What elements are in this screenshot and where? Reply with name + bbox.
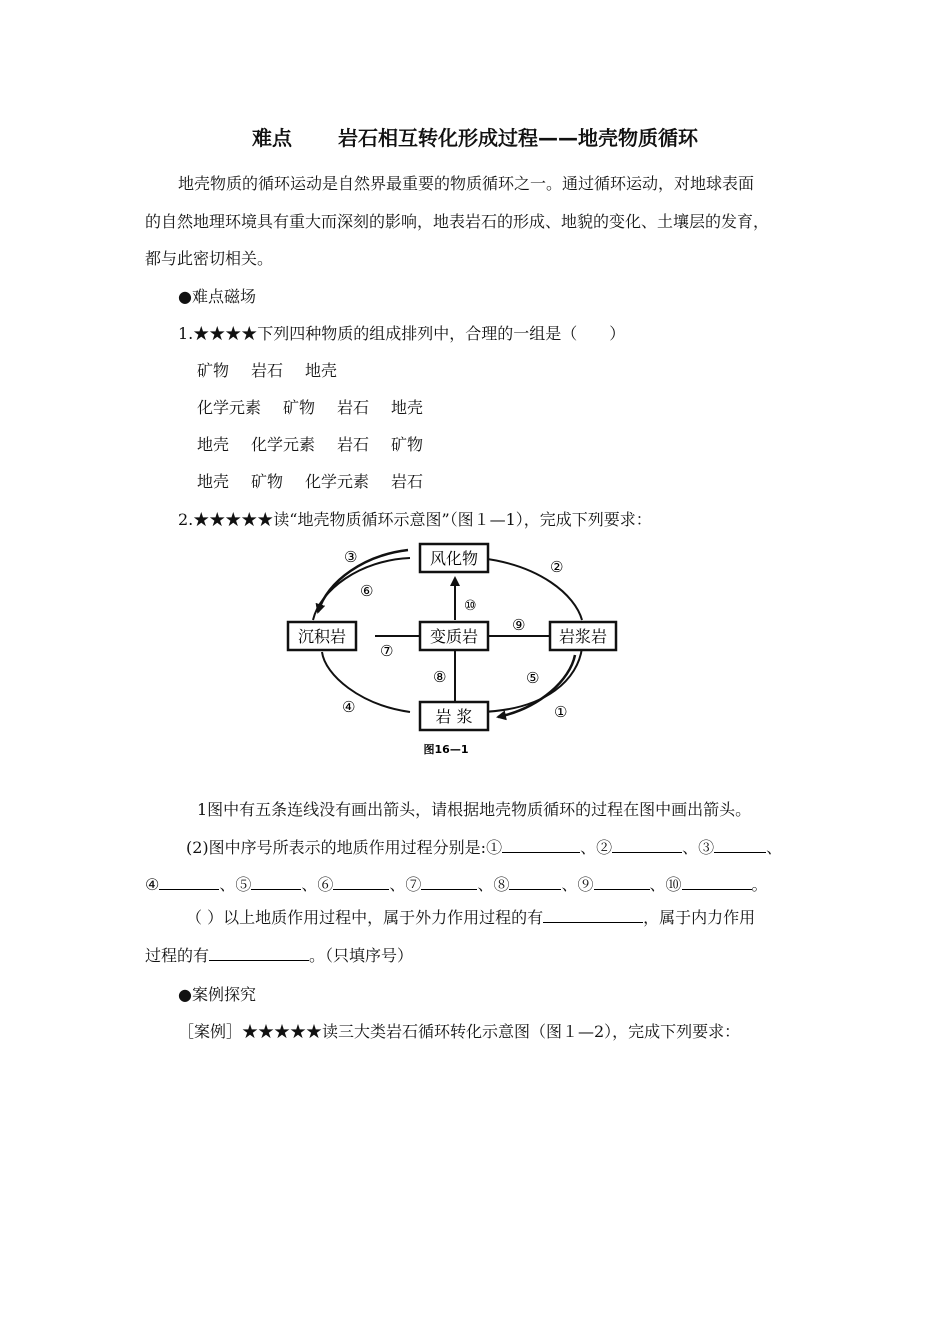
question-2-sub-3-line-1: （ ）以上地质作用过程中，属于外力作用过程的有 ，属于内力作用: [186, 908, 756, 927]
question-2-sub-2-line-1: (2)图中序号所表示的地质作用过程分别是:① 、② 、③ 、: [186, 838, 783, 857]
num-7: ⑦: [380, 642, 394, 660]
answer-blank-internal[interactable]: [209, 944, 309, 961]
num-1: ①: [554, 703, 568, 721]
question-1-option-c: 地壳 化学元素 岩石 矿物: [197, 435, 424, 454]
answer-blank-3[interactable]: [714, 836, 766, 853]
answer-blank-1[interactable]: [502, 836, 580, 853]
question-2-sub-2-line-2: ④ 、⑤ 、⑥ 、⑦ 、⑧ 、⑨ 、⑩ 。: [145, 875, 768, 894]
intro-line-1: 地壳物质的循环运动是自然界最重要的物质循环之一。通过循环运动，对地球表面: [178, 174, 755, 193]
intro-line-2: 的自然地理环境具有重大而深刻的影响，地表岩石的形成、地貌的变化、土壤层的发育，: [145, 212, 770, 231]
answer-blank-4[interactable]: [159, 873, 219, 890]
num-2: ②: [550, 558, 564, 576]
answer-blank-9[interactable]: [594, 873, 650, 890]
num-9: ⑨: [512, 616, 526, 634]
box-magma-label: 岩 浆: [435, 707, 473, 726]
num-5: ⑤: [526, 669, 540, 687]
cycle-line-4: [322, 652, 410, 712]
num-10: ⑩: [464, 598, 477, 614]
intro-line-3: 都与此密切相关。: [145, 249, 274, 268]
answer-blank-8[interactable]: [509, 873, 561, 890]
section-heading-difficulty: ●难点磁场: [178, 287, 256, 306]
question-1-option-a: 矿物 岩石 地壳: [197, 361, 338, 380]
question-2-sub-3-line-2: 过程的有 。（只填序号）: [145, 946, 414, 965]
rock-cycle-diagram: [280, 540, 620, 765]
answer-blank-7[interactable]: [421, 873, 477, 890]
num-6: ⑥: [360, 582, 374, 600]
question-1-option-d: 地壳 矿物 化学元素 岩石: [197, 472, 424, 491]
case-study-text: ［案例］★★★★★读三大类岩石循环转化示意图（图１—2），完成下列要求：: [178, 1022, 741, 1041]
question-1-option-b: 化学元素 矿物 岩石 地壳: [197, 398, 424, 417]
box-igneous-label: 岩浆岩: [558, 627, 608, 646]
answer-blank-6[interactable]: [333, 873, 389, 890]
box-weathered-label: 风化物: [429, 549, 479, 568]
question-1-stem: 1.★★★★下列四种物质的组成排列中，合理的一组是（ ）: [178, 324, 626, 343]
num-8: ⑧: [433, 668, 447, 686]
box-metamorphic-label: 变质岩: [429, 627, 479, 646]
box-sedimentary-label: 沉积岩: [297, 627, 347, 646]
num-3: ③: [344, 548, 358, 566]
cycle-line-2: [480, 558, 582, 620]
answer-blank-2[interactable]: [612, 836, 682, 853]
num-4: ④: [342, 698, 356, 716]
question-2-sub-1: 1图中有五条连线没有画出箭头，请根据地壳物质循环的过程在图中画出箭头。: [197, 800, 752, 819]
answer-blank-10[interactable]: [682, 873, 752, 890]
question-2-stem: 2.★★★★★读“地壳物质循环示意图”（图１—1），完成下列要求：: [178, 510, 652, 529]
page-title: 难点 岩石相互转化形成过程——地壳物质循环: [252, 126, 698, 150]
answer-blank-external[interactable]: [543, 906, 643, 923]
answer-blank-5[interactable]: [251, 873, 301, 890]
section-heading-case: ●案例探究: [178, 985, 256, 1004]
diagram-caption: 图16—1: [423, 743, 469, 756]
